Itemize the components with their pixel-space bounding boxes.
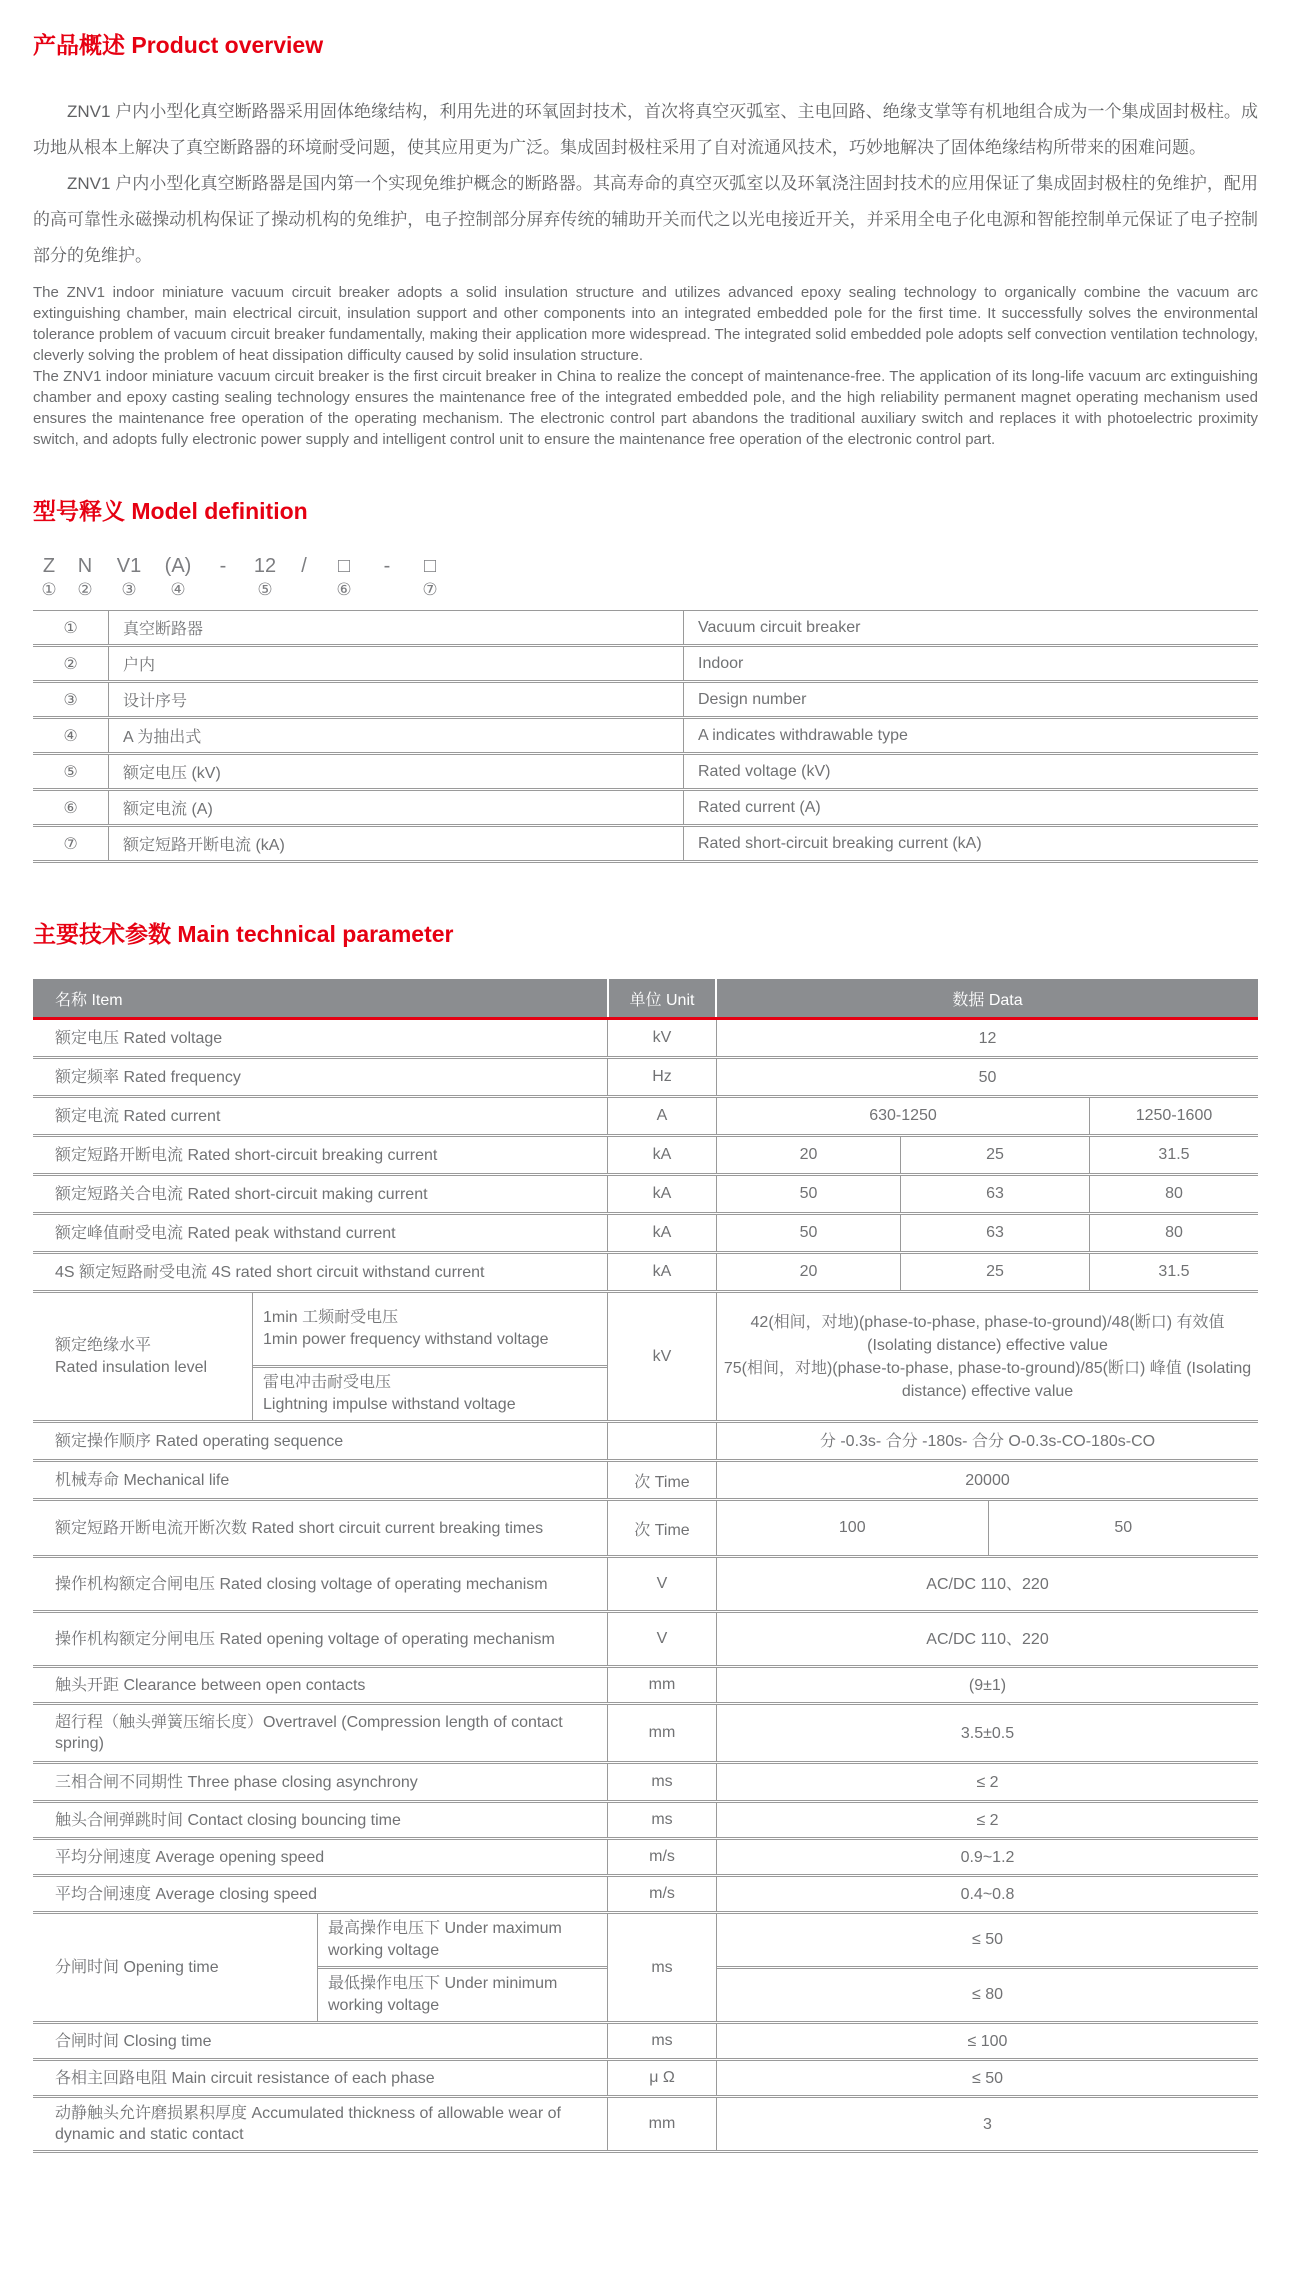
table-row (33, 1558, 1258, 1613)
param-unit: m/s (607, 1877, 717, 1911)
table-row-opening-time (33, 1914, 1258, 2024)
param-value: ≤ 80 (717, 1966, 1258, 2021)
param-unit: 次 Time (607, 1462, 717, 1498)
table-row (33, 1668, 1258, 1705)
model-row-number: ① (63, 619, 78, 637)
section-title-product-overview: 产品概述 Product overview (33, 32, 324, 58)
param-value: ≤ 50 (971, 2069, 1004, 2087)
param-unit: kA (607, 1176, 717, 1212)
model-row-cn: 真空断路器 (108, 611, 683, 644)
param-label: 额定峰值耐受电流 Rated peak withstand current (55, 1224, 396, 1242)
param-value: 50 (988, 1501, 1259, 1555)
sublabel-lightning-impulse (253, 1365, 607, 1420)
param-value: 100 (838, 1519, 866, 1536)
sublabel-text: 最高操作电压下 Under maximum working voltage (328, 1920, 562, 1959)
param-label: 额定短路开断电流开断次数 Rated short circuit current breaking times (55, 1519, 544, 1537)
param-label: 额定操作顺序 Rated operating sequence (55, 1432, 344, 1450)
model-code-part (287, 554, 321, 600)
model-row-cn: 设计序号 (108, 683, 683, 716)
param-value: 80 (1089, 1215, 1258, 1251)
model-row-number: ② (63, 655, 78, 673)
sublabel-power-frequency (253, 1293, 607, 1365)
model-row-cn: 额定短路开断电流 (kA) (108, 827, 683, 860)
insulation-value-1: 42(相间，对地)(phase-to-phase, phase-to-ground)/48(断口) 有效值 (Isolating distance) effective value (750, 1313, 1225, 1354)
param-unit: ms (607, 1914, 717, 2021)
model-code-symbol: N (77, 555, 93, 577)
param-value: ≤ 2 (976, 1773, 999, 1791)
param-value: 31.5 (1089, 1137, 1258, 1173)
table-row (33, 1098, 1258, 1137)
model-row-en: Rated voltage (kV) (683, 755, 1258, 788)
param-label: 超行程（触头弹簧压缩长度）Overtravel (Compression length of contact spring) (55, 1714, 563, 1752)
param-value: ≤ 2 (976, 1811, 999, 1829)
param-unit: kV (607, 1293, 717, 1420)
table-row (33, 683, 1258, 719)
param-unit: kA (607, 1254, 717, 1290)
model-definition-table (33, 610, 1258, 863)
model-row-number: ③ (63, 691, 78, 709)
header-data: 数据 Data (952, 991, 1023, 1009)
param-label: 操作机构额定合闸电压 Rated closing voltage of operating mechanism (55, 1575, 548, 1593)
table-row (33, 791, 1258, 827)
overview-paragraph-en-2: The ZNV1 indoor miniature vacuum circuit breaker is the first circuit breaker in China to realize the concept of maintenance-free. The application of its long-life vacuum arc extinguishing chamber and epoxy casting sealing technology ensures the maintenance free of the integrated embedded pole, and the high reliability permanent magnet operating mechanism used ensures the maintenance free operation of the operating mechanism. The electronic control part abandons the traditional auxiliary switch and replaces it with photoelectric proximity switch, and adopts fully electronic power supply and intelligent control unit to ensure the maintenance free operation of the electronic control part. (33, 368, 1258, 448)
model-code-symbol: □ (337, 555, 351, 577)
table-row (33, 1137, 1258, 1176)
param-value: 63 (900, 1176, 1089, 1212)
param-label: 平均合闸速度 Average closing speed (55, 1885, 318, 1903)
param-value: 50 (799, 1224, 818, 1241)
param-label: 机械寿命 Mechanical life (55, 1471, 230, 1489)
technical-parameter-table (33, 979, 1258, 2153)
param-value: ≤ 50 (971, 1931, 1004, 1948)
model-code-part (203, 554, 243, 600)
model-code-diagram (33, 554, 1258, 600)
param-label: 触头开距 Clearance between open contacts (55, 1676, 366, 1694)
param-label-text: 分闸时间 Opening time (55, 1958, 219, 1976)
sublabel-cn: 雷电冲击耐受电压 (263, 1374, 392, 1391)
overview-paragraph-cn-1: ZNV1 户内小型化真空断路器采用固体绝缘结构，利用先进的环氧固封技术，首次将真空灭弧室、主电回路、绝缘支掌等有机地组合成为一个集成固封极柱。成功地从根本上解决了真空断路器的环境耐受问题，使其应用更为广泛。集成固封极柱采用了自对流通风技术，巧妙地解决了固体绝缘结构所带来的困难问题。 (33, 102, 1258, 157)
model-row-en: Vacuum circuit breaker (683, 611, 1258, 644)
table-row (33, 1462, 1258, 1501)
sublabel-cn: 1min 工频耐受电压 (263, 1309, 399, 1326)
param-value: 3.5±0.5 (960, 1724, 1015, 1742)
model-code-index: ⑤ (257, 580, 273, 599)
model-code-index: ① (41, 580, 57, 599)
insulation-value-2: 75(相间，对地)(phase-to-phase, phase-to-ground)/85(断口) 峰值 (Isolating distance) effective value (723, 1359, 1252, 1400)
sublabel-min-voltage (318, 1966, 607, 2021)
param-unit: ms (607, 1764, 717, 1800)
model-code-symbol: V1 (116, 555, 142, 577)
table-row (33, 2061, 1258, 2098)
param-label (33, 1293, 252, 1420)
param-label: 动静触头允许磨损累积厚度 Accumulated thickness of allowable wear of dynamic and static contact (55, 2105, 561, 2143)
param-label: 4S 额定短路耐受电流 4S rated short circuit withstand current (55, 1263, 485, 1281)
sublabel-en: Lightning impulse withstand voltage (263, 1396, 516, 1413)
param-value: (9±1) (968, 1676, 1007, 1694)
table-row (33, 1254, 1258, 1293)
opening-time-values (717, 1914, 1258, 2021)
table-row (33, 1059, 1258, 1098)
model-code-part (105, 554, 153, 600)
table-row (33, 611, 1258, 647)
param-value: 50 (978, 1068, 997, 1086)
param-unit: m/s (607, 1840, 717, 1874)
model-code-part (33, 554, 65, 600)
param-value: 分 -0.3s- 合分 -180s- 合分 O-0.3s-CO-180s-CO (819, 1432, 1156, 1450)
param-value: 20 (799, 1263, 818, 1280)
model-row-en: A indicates withdrawable type (683, 719, 1258, 752)
table-row (33, 755, 1258, 791)
table-header-row (33, 979, 1258, 1020)
param-unit: Hz (607, 1059, 717, 1095)
sublabel-max-voltage (318, 1914, 607, 1966)
model-code-part (65, 554, 105, 600)
model-row-number: ⑥ (63, 799, 78, 817)
section-title-model-definition: 型号释义 Model definition (33, 498, 308, 524)
table-row (33, 2024, 1258, 2061)
model-row-number: ⑦ (63, 835, 78, 853)
param-label-en: Rated insulation level (55, 1358, 208, 1376)
param-unit: ms (607, 2024, 717, 2058)
model-row-cn: 额定电流 (A) (108, 791, 683, 824)
param-label: 额定频率 Rated frequency (55, 1068, 241, 1086)
model-code-part (407, 554, 453, 600)
table-row-insulation-level (33, 1293, 1258, 1423)
param-value (717, 1293, 1258, 1420)
model-code-symbol: 12 (253, 555, 277, 577)
param-value: 12 (978, 1029, 997, 1047)
model-code-index: ④ (170, 580, 186, 599)
param-label (33, 1914, 317, 2021)
param-value: 0.9~1.2 (960, 1848, 1015, 1866)
param-value: 0.4~0.8 (960, 1885, 1015, 1903)
param-value: ≤ 100 (967, 2032, 1008, 2050)
param-label-cn: 额定绝缘水平 (55, 1336, 152, 1354)
param-value: AC/DC 110、220 (926, 1630, 1049, 1648)
param-label: 三相合闸不同期性 Three phase closing asynchrony (55, 1773, 418, 1791)
table-row (33, 827, 1258, 863)
model-code-symbol: - (219, 555, 227, 577)
param-unit: ms (607, 1803, 717, 1837)
param-label: 平均分闸速度 Average opening speed (55, 1848, 325, 1866)
model-code-symbol: (A) (164, 555, 192, 577)
model-code-symbol: Z (42, 555, 56, 577)
model-row-number: ⑤ (63, 763, 78, 781)
param-value: 20 (799, 1146, 818, 1163)
model-row-en: Design number (683, 683, 1258, 716)
param-value: 25 (900, 1254, 1089, 1290)
table-row (33, 1840, 1258, 1877)
param-value: 63 (900, 1215, 1089, 1251)
model-code-index: ② (77, 580, 93, 599)
param-label: 额定短路关合电流 Rated short-circuit making current (55, 1185, 428, 1203)
model-code-index: ⑦ (422, 580, 438, 599)
sublabel-text: 最低操作电压下 Under minimum working voltage (328, 1975, 558, 2014)
table-row (33, 1020, 1258, 1059)
param-unit: kA (607, 1215, 717, 1251)
table-row (33, 647, 1258, 683)
param-label: 额定电压 Rated voltage (55, 1029, 223, 1047)
param-value: 1250-1600 (1089, 1098, 1258, 1134)
param-value: 25 (900, 1137, 1089, 1173)
model-code-part (153, 554, 203, 600)
overview-paragraph-en-1: The ZNV1 indoor miniature vacuum circuit breaker adopts a solid insulation structure and utilizes advanced epoxy sealing technology to organically combine the vacuum arc extinguishing chamber, main electrical circuit, insulation support and other components into an integrated embedded pole for the first time. It successfully solves the environmental tolerance problem of vacuum circuit breaker fundamentally, making their application more widespread. The integrated solid embedded pole adopts self convection ventilation technology, cleverly solving the problem of heat dissipation difficulty caused by solid insulation structure. (33, 284, 1258, 364)
model-row-number: ④ (63, 727, 78, 745)
table-row (33, 1877, 1258, 1914)
param-value: 50 (799, 1185, 818, 1202)
model-code-part (321, 554, 367, 600)
table-row (33, 719, 1258, 755)
param-unit: 次 Time (607, 1501, 717, 1555)
table-row (33, 1423, 1258, 1462)
table-row (33, 1613, 1258, 1668)
table-row (33, 1215, 1258, 1254)
param-unit: kV (607, 1020, 717, 1056)
param-value: 3 (983, 2115, 992, 2133)
model-row-en: Indoor (683, 647, 1258, 680)
param-label: 触头合闸弹跳时间 Contact closing bouncing time (55, 1811, 401, 1829)
table-row (33, 1176, 1258, 1215)
insulation-sublabels (252, 1293, 607, 1420)
header-unit: 单位 Unit (607, 979, 717, 1017)
model-row-cn: A 为抽出式 (108, 719, 683, 752)
model-row-cn: 额定电压 (kV) (108, 755, 683, 788)
param-value: 630-1250 (869, 1107, 937, 1124)
model-code-index: ③ (121, 580, 137, 599)
param-label: 额定电流 Rated current (55, 1107, 221, 1125)
overview-paragraph-cn-2: ZNV1 户内小型化真空断路器是国内第一个实现免维护概念的断路器。其高寿命的真空灭弧室以及环氧浇注固封技术的应用保证了集成固封极柱的免维护，配用的高可靠性永磁操动机构保证了操动机构的免维护，电子控制部分屏弃传统的辅助开关而代之以光电接近开关，并采用全电子化电源和智能控制单元保证了电子控制部分的免维护。 (33, 174, 1258, 265)
param-unit: mm (607, 1705, 717, 1761)
param-value: 80 (1089, 1176, 1258, 1212)
table-row (33, 1501, 1258, 1558)
param-unit: mm (607, 1668, 717, 1702)
sublabel-en: 1min power frequency withstand voltage (263, 1331, 549, 1348)
param-label: 额定短路开断电流 Rated short-circuit breaking current (55, 1146, 438, 1164)
model-code-symbol: - (383, 555, 391, 577)
model-code-symbol: / (301, 555, 307, 577)
model-code-part (367, 554, 407, 600)
param-unit: mm (607, 2098, 717, 2150)
header-item: 名称 Item (55, 991, 123, 1009)
param-unit: V (607, 1558, 717, 1610)
param-unit (607, 1423, 717, 1459)
model-row-en: Rated short-circuit breaking current (kA) (683, 827, 1258, 860)
table-row (33, 1803, 1258, 1840)
param-unit: μ Ω (607, 2061, 717, 2095)
model-code-part (243, 554, 287, 600)
param-value: AC/DC 110、220 (926, 1575, 1049, 1593)
opening-time-sublabels (317, 1914, 607, 2021)
param-label: 操作机构额定分闸电压 Rated opening voltage of operating mechanism (55, 1630, 555, 1648)
table-row (33, 1705, 1258, 1764)
param-unit: V (607, 1613, 717, 1665)
model-row-cn: 户内 (108, 647, 683, 680)
param-label: 合闸时间 Closing time (55, 2032, 212, 2050)
param-unit: A (607, 1098, 717, 1134)
table-row (33, 1764, 1258, 1803)
param-label: 各相主回路电阻 Main circuit resistance of each phase (55, 2069, 435, 2087)
param-value: 31.5 (1089, 1254, 1258, 1290)
table-row (33, 2098, 1258, 2153)
model-code-symbol: □ (423, 555, 437, 577)
param-unit: kA (607, 1137, 717, 1173)
param-value: 20000 (965, 1471, 1010, 1489)
model-code-index: ⑥ (336, 580, 352, 599)
section-title-main-technical-parameter: 主要技术参数 Main technical parameter (33, 921, 454, 947)
model-row-en: Rated current (A) (683, 791, 1258, 824)
